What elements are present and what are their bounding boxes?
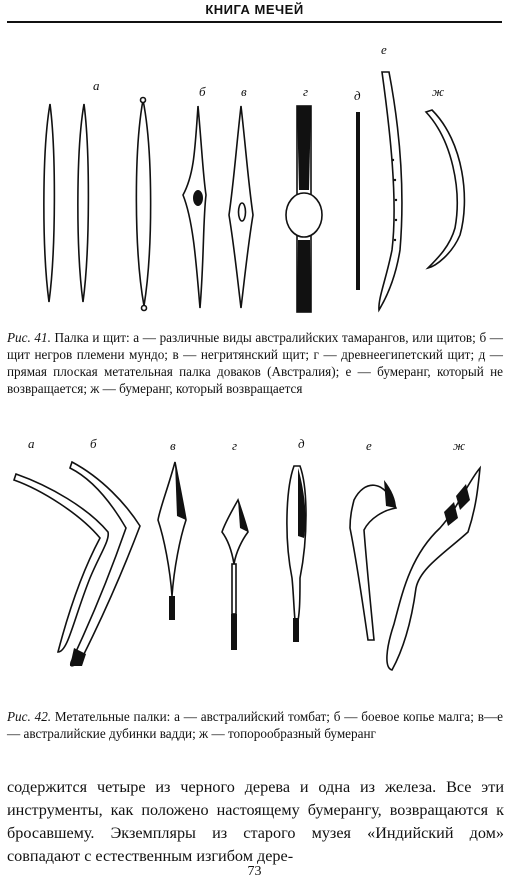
fig41-dowak-stick	[356, 112, 360, 290]
fig41-mundo-shield	[183, 106, 206, 308]
fig42-label-b: б	[90, 436, 97, 451]
fig42-waddy-g	[222, 500, 248, 650]
fig41-tamarang-1	[44, 104, 55, 302]
fig42-axe-boomerang	[387, 468, 480, 670]
figure-41	[0, 42, 509, 320]
fig41-tamarang-2	[78, 104, 89, 302]
fig41-label-b: б	[199, 84, 206, 99]
fig41-label-e: е	[381, 42, 387, 57]
fig41-returning-boomerang	[426, 110, 464, 268]
fig42-waddy-e	[350, 480, 396, 640]
body-paragraph: содержится четыре из черного дерева и одна из железа. Все эти инструменты, как положено настоящему бумерангу, возвращаются к бросавшему. Экземпляры из старого музея «Индийский дом» совпадают с естественным изгибом дере-	[7, 778, 504, 865]
fig41-label-v: в	[241, 84, 247, 99]
fig41-negro-shield	[229, 106, 253, 308]
fig42-malga-spear	[70, 462, 140, 666]
fig41-label-g: г	[303, 84, 309, 99]
fig41-egyptian-shield	[286, 106, 322, 312]
header-rule	[7, 21, 502, 23]
figure-42-caption-prefix: Рис. 42.	[7, 709, 52, 724]
running-header: КНИГА МЕЧЕЙ	[205, 2, 304, 17]
page-number: 73	[247, 864, 262, 879]
figure-41-caption	[7, 329, 503, 397]
figure-42	[0, 428, 509, 698]
figure-41-caption-text: Палка и щит: а — различные виды австралийских тамарангов, или щитов; б — щит негров племени мундо; в — негритянский щит; г — древнеегипетский щит; д — прямая плоская метательная палка доваков (Австралия); е — бумеранг, который не возвращается; ж — бумеранг, который возвращается	[7, 330, 503, 396]
fig42-label-d: д	[298, 436, 305, 451]
fig42-label-a: а	[28, 436, 35, 451]
fig42-label-v: в	[170, 438, 176, 453]
fig42-label-g: г	[232, 438, 238, 453]
fig41-nonreturning-boomerang	[379, 72, 402, 310]
fig42-waddy-v	[158, 462, 186, 620]
fig42-label-zh: ж	[453, 438, 466, 453]
fig41-label-d: д	[354, 88, 361, 103]
fig41-tamarang-3	[136, 98, 150, 311]
figure-42-caption-text: Метательные палки: а — австралийский томбат; б — боевое копье малга; в—е — австралийские дубинки вадди; ж — топорообразный бумеранг	[7, 709, 503, 741]
fig41-label-zh: ж	[432, 84, 445, 99]
fig41-label-a: а	[93, 78, 100, 93]
fig42-label-e: е	[366, 438, 372, 453]
fig42-waddy-d	[287, 466, 306, 642]
figure-41-caption-prefix: Рис. 41.	[7, 330, 51, 345]
figure-42-caption	[7, 708, 503, 742]
